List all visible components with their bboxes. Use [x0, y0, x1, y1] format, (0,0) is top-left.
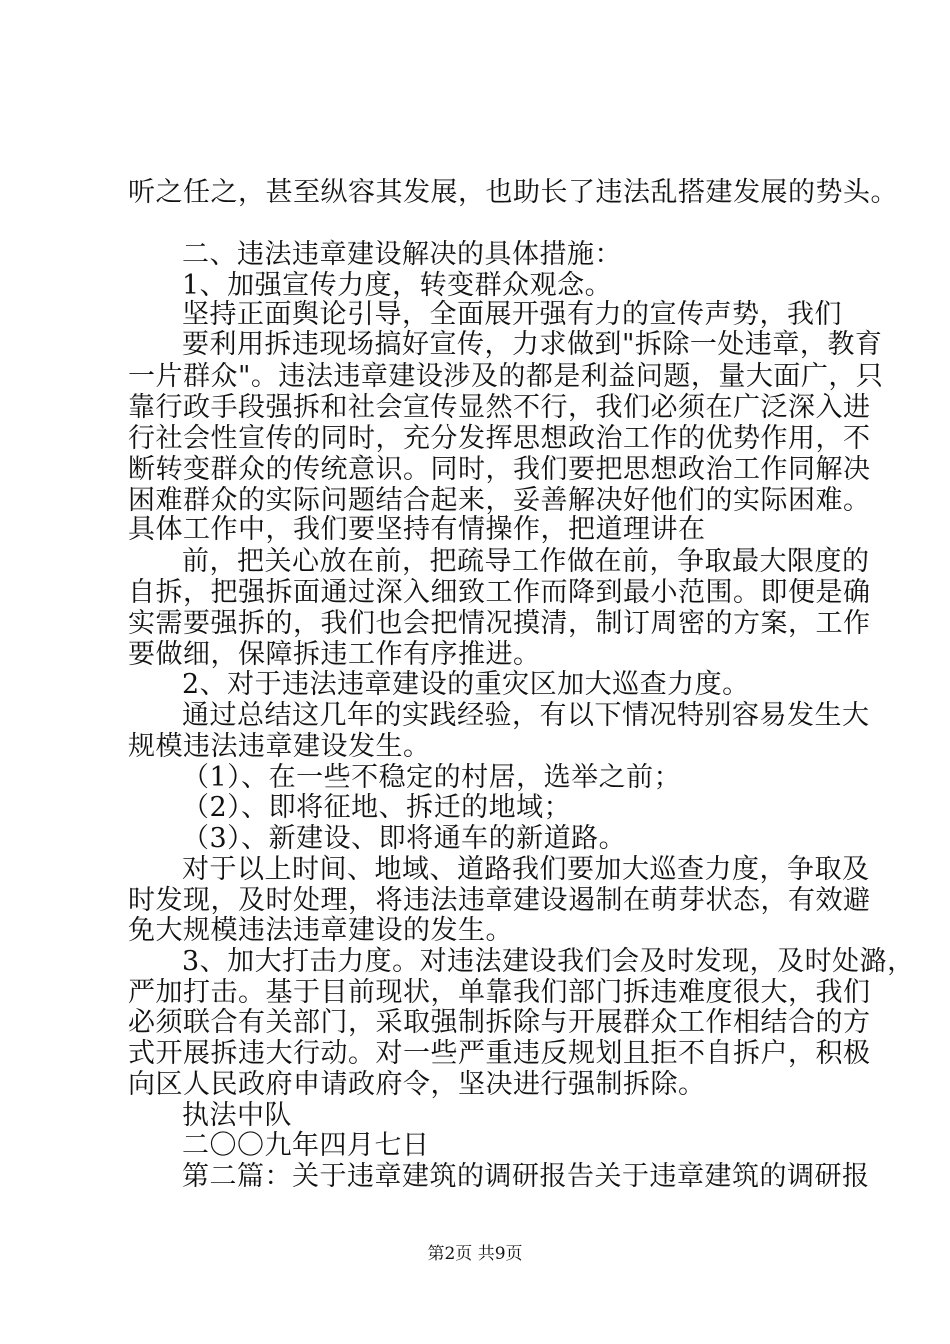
- text-line: 听之任之，甚至纵容其发展，也助长了违法乱搭建发展的势头。: [128, 177, 898, 208]
- text-line: 困难群众的实际问题结合起来，妥善解决好他们的实际困难。: [128, 485, 871, 516]
- text-line: 式开展拆违大行动。对一些严重违反规划且拒不自拆户，积极: [128, 1038, 871, 1069]
- subheading: 2、对于违法违章建设的重灾区加大巡查力度。: [182, 669, 750, 700]
- text-line: 第二篇：关于违章建筑的调研报告关于违章建筑的调研报: [182, 1161, 870, 1192]
- text-line: 通过总结这几年的实践经验，有以下情况特别容易发生大: [182, 700, 870, 731]
- text-line: 行社会性宣传的同时，充分发挥思想政治工作的优势作用，不: [128, 423, 871, 454]
- date-line: 二〇〇九年四月七日: [182, 1130, 430, 1161]
- list-item: （1）、在一些不稳定的村居，选举之前；: [182, 762, 682, 793]
- section-heading: 二、违法违章建设解决的具体措施：: [182, 239, 622, 270]
- text-line: 要利用拆违现场搞好宣传，力求做到"拆除一处违章，教育: [182, 329, 883, 360]
- text-line: 时发现，及时处理，将违法违章建设遏制在萌芽状态，有效避: [128, 885, 871, 916]
- text-line: 坚持正面舆论引导，全面展开强有力的宣传声势，我们: [182, 299, 842, 330]
- text-line: 向区人民政府申请政府令，坚决进行强制拆除。: [128, 1069, 706, 1100]
- text-line: 一片群众"。违法违章建设涉及的都是利益问题，量大面广，只: [128, 361, 884, 392]
- list-item: （3）、新建设、即将通车的新道路。: [182, 823, 627, 854]
- text-line: 严加打击。基于目前现状，单靠我们部门拆违难度很大，我们: [128, 977, 871, 1008]
- text-line: 要做细，保障拆违工作有序推进。: [128, 639, 541, 670]
- text-line: 前，把关心放在前，把疏导工作做在前，争取最大限度的: [182, 546, 870, 577]
- text-line: 对于以上时间、地域、道路我们要加大巡查力度，争取及: [182, 854, 870, 885]
- text-line: 必须联合有关部门，采取强制拆除与开展群众工作相结合的方: [128, 1007, 871, 1038]
- signature: 执法中队: [182, 1100, 292, 1131]
- text-line: 自拆，把强拆面通过深入细致工作而降到最小范围。即便是确: [128, 577, 871, 608]
- text-line: 具体工作中，我们要坚持有情操作，把道理讲在: [128, 514, 706, 545]
- page-number: 第2页 共9页: [427, 1244, 523, 1264]
- text-line: 靠行政手段强拆和社会宣传显然不行，我们必须在广泛深入进: [128, 392, 871, 423]
- text-line: 断转变群众的传统意识。同时，我们要把思想政治工作同解决: [128, 454, 871, 485]
- text-line: 免大规模违法违章建设的发生。: [128, 915, 513, 946]
- text-line: 实需要强拆的，我们也会把情况摸清，制订周密的方案，工作: [128, 608, 871, 639]
- text-line: 规模违法违章建设发生。: [128, 731, 431, 762]
- list-item: （2）、即将征地、拆迁的地域；: [182, 792, 572, 823]
- subheading: 3、加大打击力度。对违法建设我们会及时发现，及时处潞，: [182, 946, 915, 977]
- subheading: 1、加强宣传力度，转变群众观念。: [182, 270, 613, 301]
